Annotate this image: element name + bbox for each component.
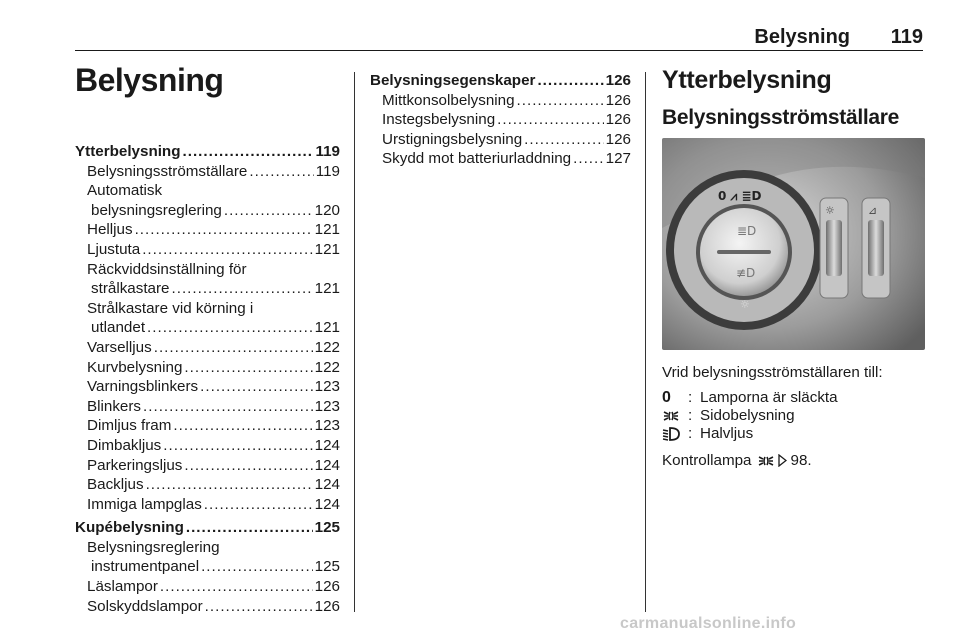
toc-entry[interactable] <box>75 338 340 358</box>
toc-entry[interactable] <box>75 240 340 260</box>
column-divider-right <box>645 72 646 612</box>
toc-leader-dots <box>173 416 312 436</box>
toc-leader-dots <box>146 475 313 495</box>
toc-entry-page: 121 <box>314 240 340 258</box>
svg-text:⊿: ⊿ <box>868 204 878 217</box>
toc-leader-dots <box>573 149 604 169</box>
toc-entry-title: Dimljus fram <box>87 417 172 435</box>
toc-entry[interactable] <box>370 91 631 111</box>
toc-section-entry[interactable] <box>75 142 340 162</box>
legend-colon: : <box>688 407 693 424</box>
legend-row-low-beam <box>662 425 838 443</box>
svg-text:☼: ☼ <box>740 298 750 311</box>
toc-leader-dots <box>135 220 313 240</box>
toc-entry-title: Helljus <box>87 221 133 239</box>
toc-entry-page: 123 <box>314 378 340 396</box>
toc-entry-title: Varningsblinkers <box>87 378 199 396</box>
toc-entry[interactable] <box>75 162 340 182</box>
toc-entry-title: Instegsbelysning <box>382 111 496 129</box>
switch-positions-legend <box>662 389 838 443</box>
toc-entry-title: Ytterbelysning <box>75 143 181 160</box>
toc-entry-title: Belysningsreglering <box>87 538 220 556</box>
toc-leader-dots <box>537 71 603 91</box>
toc-leader-dots <box>172 279 313 299</box>
toc-entry-title: instrumentpanel <box>91 558 200 576</box>
side-light-icon <box>757 454 775 468</box>
toc-entry[interactable] <box>75 456 340 476</box>
svg-text:≢D: ≢D <box>736 266 756 280</box>
toc-entry-title: Läslampor <box>87 578 158 596</box>
toc-entry-page: 126 <box>605 130 631 148</box>
toc-entry <box>75 538 340 558</box>
table-of-contents-middle <box>370 71 631 169</box>
toc-entry[interactable] <box>75 436 340 456</box>
toc-entry-title: Automatisk <box>87 182 163 200</box>
toc-entry[interactable] <box>370 130 631 150</box>
toc-leader-dots <box>201 557 313 577</box>
toc-entry-page: 126 <box>605 111 631 129</box>
section-subheading: Belysningsströmställare <box>662 106 900 129</box>
svg-text:☼: ☼ <box>825 204 835 217</box>
toc-entry-title: Varselljus <box>87 338 152 356</box>
toc-entry-title: Kupébelysning <box>75 519 184 537</box>
toc-entry-title: Kurvbelysning <box>87 358 183 376</box>
toc-leader-dots <box>205 597 313 617</box>
off-symbol-icon: 0 <box>662 389 671 406</box>
svg-text:≣D: ≣D <box>737 224 757 238</box>
toc-leader-dots <box>163 436 312 456</box>
toc-entry <box>75 299 340 319</box>
toc-entry-title: Belysningsegenskaper <box>370 72 536 89</box>
toc-entry-page: 123 <box>314 417 340 435</box>
toc-leader-dots <box>524 130 604 150</box>
toc-entry-title: Immiga lampglas <box>87 495 202 513</box>
toc-leader-dots <box>249 162 313 182</box>
toc-entry-page: 124 <box>314 495 340 513</box>
legend-colon: : <box>688 425 693 442</box>
control-lamp-page-ref[interactable]: 98. <box>790 452 812 469</box>
toc-entry[interactable] <box>75 377 340 397</box>
side-light-icon <box>662 409 688 423</box>
toc-leader-dots <box>517 91 604 111</box>
light-switch-illustration <box>662 138 925 350</box>
table-of-contents-left <box>75 142 340 616</box>
toc-entry-title: belysningsreglering <box>91 201 222 219</box>
toc-entry[interactable] <box>75 397 340 417</box>
svg-text:0 ⩘ ≣D: 0 ⩘ ≣D <box>718 189 762 203</box>
toc-entry <box>75 181 340 201</box>
control-lamp-text: Kontrollampa <box>662 452 752 469</box>
chapter-title: Belysning <box>75 62 224 98</box>
toc-entry[interactable] <box>75 577 340 597</box>
legend-colon: : <box>688 389 693 406</box>
toc-entry-title: Mittkonsolbelysning <box>382 91 515 109</box>
toc-entry <box>75 260 340 280</box>
legend-label-low-beam: Halvljus <box>700 425 754 442</box>
toc-leader-dots <box>497 110 604 130</box>
legend-label-off: Lamporna är släckta <box>700 389 838 406</box>
toc-entry-page: 122 <box>314 338 340 356</box>
toc-entry[interactable] <box>75 279 340 299</box>
toc-leader-dots <box>160 577 313 597</box>
toc-leader-dots <box>184 358 312 378</box>
toc-entry[interactable] <box>75 557 340 577</box>
toc-entry[interactable] <box>370 149 631 169</box>
header-rule <box>75 50 923 51</box>
toc-entry-title: Belysningsströmställare <box>87 162 248 180</box>
column-divider-left <box>354 72 355 612</box>
toc-leader-dots <box>224 201 313 221</box>
toc-leader-dots <box>184 456 312 476</box>
toc-leader-dots <box>183 142 314 162</box>
toc-entry-title: strålkastare <box>91 280 170 298</box>
toc-entry-page: 121 <box>314 319 340 337</box>
running-title: Belysning <box>754 26 850 48</box>
toc-entry-page: 126 <box>605 72 631 89</box>
toc-leader-dots <box>154 338 313 358</box>
toc-entry-title: Blinkers <box>87 397 142 415</box>
toc-section-entry[interactable] <box>75 518 340 538</box>
toc-leader-dots <box>147 318 313 338</box>
legend-label-side-light: Sidobelysning <box>700 407 795 424</box>
toc-entry-title: Parkeringsljus <box>87 456 183 474</box>
toc-entry-page: 124 <box>314 456 340 474</box>
toc-entry-page: 127 <box>605 150 631 168</box>
toc-entry-title: Urstigningsbelysning <box>382 130 523 148</box>
toc-entry[interactable] <box>75 220 340 240</box>
toc-entry-title: Solskyddslampor <box>87 597 203 615</box>
toc-entry-title: Skydd mot batteriurladdning <box>382 150 572 168</box>
toc-entry-page: 124 <box>314 436 340 454</box>
toc-leader-dots <box>186 518 313 538</box>
toc-entry-title: Dimbakljus <box>87 436 162 454</box>
toc-entry-title: Räckviddsinställning för <box>87 260 247 278</box>
toc-entry-page: 123 <box>314 397 340 415</box>
toc-entry-page: 126 <box>605 91 631 109</box>
toc-entry[interactable] <box>75 201 340 221</box>
legend-row-off <box>662 389 838 407</box>
toc-entry-page: 126 <box>314 578 340 596</box>
toc-entry[interactable] <box>75 495 340 515</box>
toc-entry-page: 126 <box>314 597 340 615</box>
toc-entry-title: utlandet <box>91 319 146 337</box>
toc-entry-page: 121 <box>314 221 340 239</box>
toc-entry[interactable] <box>75 416 340 436</box>
toc-entry[interactable] <box>75 318 340 338</box>
toc-entry[interactable] <box>75 597 340 617</box>
toc-entry-page: 125 <box>314 558 340 576</box>
toc-entry[interactable] <box>370 110 631 130</box>
toc-entry[interactable] <box>75 475 340 495</box>
page-number: 119 <box>890 26 923 48</box>
toc-entry-page: 120 <box>314 201 340 219</box>
toc-leader-dots <box>204 495 313 515</box>
page-reference-arrow-icon <box>778 454 787 467</box>
toc-entry-page: 121 <box>314 280 340 298</box>
switch-instruction: Vrid belysningsströmställaren till: <box>662 364 883 381</box>
toc-entry-page: 125 <box>314 519 340 537</box>
section-heading: Ytterbelysning <box>662 66 832 94</box>
toc-entry-page: 119 <box>315 162 340 180</box>
watermark: carmanualsonline.info <box>620 615 797 632</box>
toc-leader-dots <box>142 240 312 260</box>
low-beam-icon <box>662 427 688 441</box>
light-switch-photo <box>662 138 925 350</box>
legend-row-side-light <box>662 407 838 425</box>
control-lamp-line <box>662 452 812 469</box>
toc-entry-title: Strålkastare vid körning i <box>87 299 254 317</box>
toc-entry-page: 119 <box>315 143 340 160</box>
toc-section-entry[interactable] <box>370 71 631 91</box>
toc-leader-dots <box>143 397 313 417</box>
toc-entry-page: 122 <box>314 358 340 376</box>
toc-entry-title: Ljustuta <box>87 240 141 258</box>
toc-entry-page: 124 <box>314 476 340 494</box>
toc-entry-title: Backljus <box>87 476 144 494</box>
toc-entry[interactable] <box>75 358 340 378</box>
toc-leader-dots <box>200 377 313 397</box>
